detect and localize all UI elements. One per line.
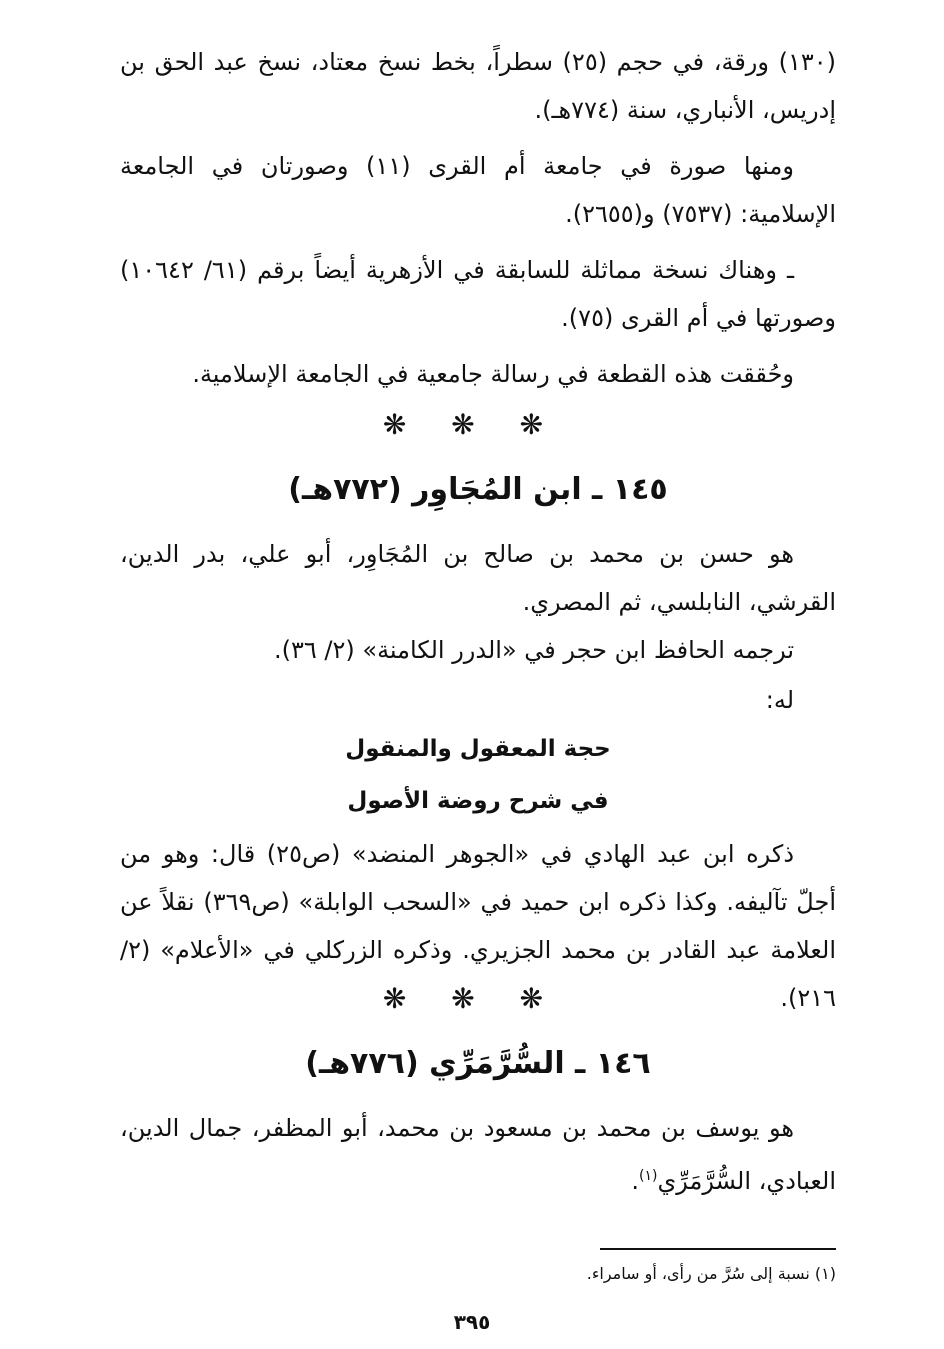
entry-bio-145: هو حسن بن محمد بن صالح بن المُجَاوِر، أبو علي، بدر الدين، القرشي، النابلسي، ثم المصري. [120,540,836,616]
paragraph-copies: ومنها صورة في جامعة أم القرى (١١) وصورتان في الجامعة الإسلامية: (٧٥٣٧) و(٢٦٥٥). [120,152,836,228]
page-number: ٣٩٥ [453,1310,491,1334]
section-separator-2: ❋ ❋ ❋ [382,982,562,1015]
book-title-line-1: حجة المعقول والمنقول [345,736,611,762]
section-separator: ❋ ❋ ❋ [382,408,562,441]
entry-bio-146-end: . [631,1167,640,1195]
works-label: له: [765,686,794,714]
paragraph-manuscript-details: (١٣٠) ورقة، في حجم (٢٥) سطراً، بخط نسخ معتاد، نسخ عبد الحق بن إدريس، الأنباري، سنة (٧٧٤هـ). [120,48,836,124]
entry-bio-146-text: هو يوسف بن محمد بن مسعود بن محمد، أبو المظفر، جمال الدين، العبادي، السُّرَّمَرِّي [120,1114,836,1195]
paragraph-edited: وحُققت هذه القطعة في رسالة جامعية في الجامعة الإسلامية. [192,360,794,388]
entry-heading-145: ١٤٥ ـ ابن المُجَاوِر (٧٧٢هـ) [288,472,668,507]
entry-translation-145: ترجمه الحافظ ابن حجر في «الدرر الكامنة» (٢/ ٣٦). [274,636,794,664]
footnote: (١) نسبة إلى سُرَّ من رأى، أو سامراء. [586,1264,836,1283]
footnote-divider [600,1248,836,1250]
book-note: ذكره ابن عبد الهادي في «الجوهر المنضد» (ص٢٥) قال: وهو من أجلّ تآليفه. وكذا ذكره ابن حميد في «السحب الوابلة» (ص٣٦٩) نقلاً عن العلامة عبد القادر بن محمد الجزيري. وذكره الزركلي في «الأعلام» (٢/ ٢١٦). [120,840,836,1012]
paragraph-azhar-copy: ـ وهناك نسخة مماثلة للسابقة في الأزهرية أيضاً برقم (٦١/ ١٠٦٤٢) وصورتها في أم القرى (٧٥). [120,256,836,332]
entry-bio-146 [120,1104,836,1205]
footnote-reference[interactable]: (١) [639,1168,658,1184]
book-title-line-2: في شرح روضة الأصول [347,788,609,814]
entry-heading-146: ١٤٦ ـ السُّرَّمَرِّي (٧٧٦هـ) [305,1046,651,1081]
